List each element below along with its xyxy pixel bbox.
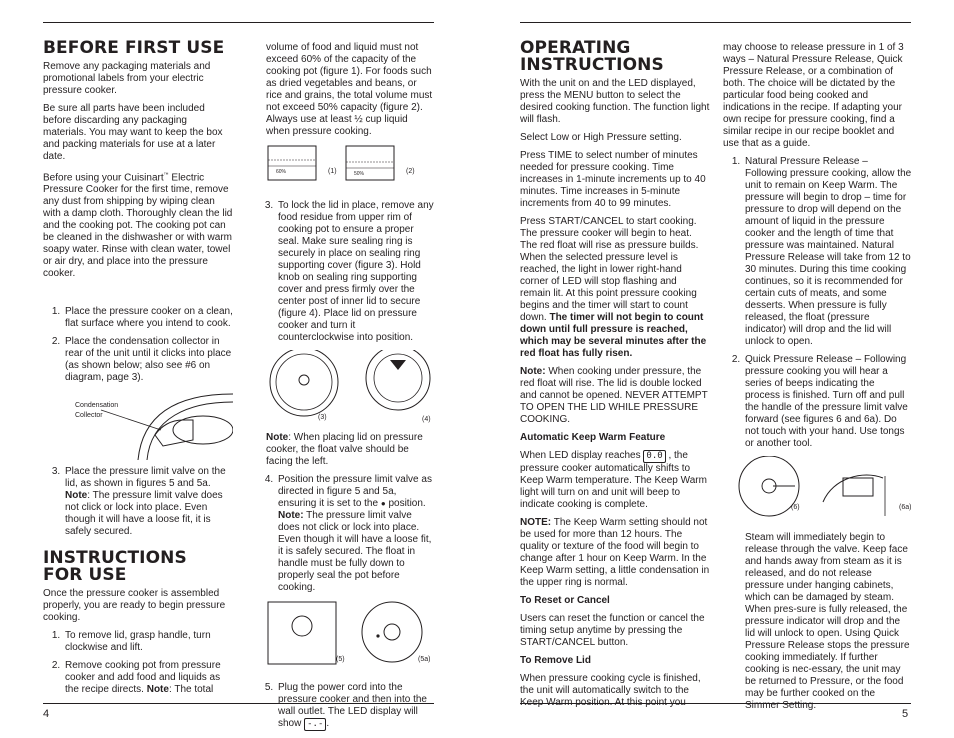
power-steps [256, 682, 434, 731]
step5-end: . [326, 718, 330, 729]
release-valve-drawing [733, 456, 912, 522]
page-number-left: 4 [43, 708, 50, 720]
right-page-column-1 [520, 40, 710, 715]
steam-text: Steam will immediately begin to release through the valve. Keep face and hands away from steam as it is released, and do not release pressure under hanging cabinets, which can be damaged by steam. When pres-sure is fully released, the pressure indicator will drop and the lid will unlock to open. Using Quick Pressure Release stops the pressure cooking immediately. If further cooking is nec-essary, the unit may be returned to Pressure, or the food may be further cooked on the Simmer Setting. [745, 532, 910, 711]
left-page-column-2 [256, 42, 434, 737]
figures-3-4 [266, 350, 434, 424]
pressure-valve-drawing [266, 600, 434, 668]
p3-text-b: Electric Pressure Cooker for the first time, remove any dust from shipping by wiping clean with a damp cloth. Thoroughly clean the lid and the cooking pot. The cooking pot can be cleaned in the dishwasher or with warm soapy water. Rinse with clean water, towel or air dry, and place into the pressure cooker. [43, 172, 233, 280]
op-heading-line2: INSTRUCTIONS [520, 55, 664, 75]
figures-5-5a [266, 600, 434, 668]
setup-steps [43, 306, 233, 384]
condensation-collector-drawing [43, 390, 233, 462]
keep-warm-text-b: , the pressure cooker automatically shifts to Keep Warm temperature. The Keep Warm light will turn on and unit will beep to indicate cooking is complete. [520, 450, 707, 510]
step4-bullet: ● [380, 499, 386, 508]
step4-note-text: The pressure limit valve does not click or lock into place. Even though it will have a loose fit, it is safely secured. The float in handle must be fully down to properly seal the pot before cooking. [278, 510, 432, 593]
ifu-step-2 [63, 660, 233, 696]
figures-1-2 [256, 144, 434, 186]
step3-text: Place the pressure limit valve on the lid, as shown in figures 5 and 5a. [65, 466, 226, 490]
ifu-step2-text: Remove cooking pot from pressure cooker and add food and liquids as the recipe directs. [65, 660, 221, 696]
fig6-label: (6) [791, 504, 800, 511]
keep-warm-note-text: The Keep Warm setting should not be used for more than 12 hours. The quality or texture of the food will begin to change after 1 hour on Keep Warm. In the Keep Warm setting, a little condensation in the upper ring is normal. [520, 517, 710, 588]
op-start-bold: The timer will not begin to count down until full pressure is reached, which may be several minutes after the red float has fully risen. [520, 312, 707, 359]
fig3-label: (3) [318, 414, 327, 421]
reset-heading: To Reset or Cancel [520, 595, 610, 606]
fig1-label: (1) [328, 168, 337, 175]
lid-note [256, 432, 434, 468]
right-page-column-2 [723, 42, 912, 718]
top-rule-left [43, 22, 434, 23]
step5-text: Plug the power cord into the pressure cooker and then into the wall outlet. The LED display will show [278, 682, 427, 729]
op-note-label: Note: [520, 366, 546, 377]
before-first-use-p2: Be sure all parts have been included before discarding any packaging materials. You may want to keep the box and packing materials for use at a later date. [43, 103, 223, 162]
power-step-5 [276, 682, 434, 731]
fill-level-drawing [256, 144, 434, 186]
instructions-for-use-heading [43, 550, 233, 584]
ifu-steps [43, 630, 233, 696]
op-note [520, 366, 710, 426]
led-display-dashes: -.- [304, 718, 326, 731]
p3-text-a: Before using your Cuisinart [43, 172, 164, 184]
valve-step-4 [276, 474, 434, 594]
before-first-use-p1: Remove any packaging materials and promotional labels from your electric pressure cooker. [43, 61, 211, 96]
condensation-label-line1: Condensation [75, 402, 119, 410]
reset-text: Users can reset the function or cancel the timing setup anytime by pressing the START/CANCEL button. [520, 613, 705, 648]
fig1-mark: 60% [276, 169, 287, 175]
fig5a-label: (5a) [418, 656, 431, 663]
remove-lid-text: When pressure cooking cycle is finished, the unit will automatically switch to the Keep Warm position. At this point you [520, 673, 701, 708]
ifu-step2-note-label: Note [146, 684, 169, 696]
op-start-text: Press START/CANCEL to start cooking. The pressure cooker will begin to heat. The red float will rise as pressure builds. When the selected pressure level is reached, the light in lower right-hand corner of LED will stop flashing and remain lit. At this point pressure cooking begins and the timer will start to count down. [520, 216, 699, 323]
condensation-label-line2: Collector [75, 412, 103, 420]
lid-step-3: 3. To lock the lid in place, remove any food residue from upper rim of cooking pot to ensure a proper seal. Make sure sealing ring is securely in place on sealing ring supporting cover (figure 3). Hold knob on sealing ring supporting cover and press firmly over the center post of inner lid to secure (figure 4). Place lid on pressure cooker and turn it counterclockwise into position. [276, 200, 434, 344]
fig2-label: (2) [406, 168, 415, 175]
natural-release-item: 1. Natural Pressure Release – Following pressure cooking, allow the unit to remain on Keep Warm. The pressure will begin to drop – time for pressure to drop will depend on the amount of liquid in the pressure cooker and the length of time that pressure was maintained. Natural Pressure Release will take from 12 to 30 minutes. During this time cooking continues, so it is recommended for certain cuts of meats, and some desserts. When pressure is fully released, the float (pressure indicator) will drop and the lid will unlock to open. [743, 156, 912, 348]
lid-note-text: : When placing lid on pressure cooker, the float valve should be facing the left. [266, 432, 423, 467]
trademark-mark: ™ [163, 172, 169, 178]
ifu-heading-line1: INSTRUCTIONS [43, 548, 187, 569]
ifu-heading-line2: FOR USE [43, 565, 127, 586]
fig6a-label: (6a) [899, 504, 912, 511]
op-note-text: When cooking under pressure, the red float will rise. The lid is double locked and cannot be opened. NEVER ATTEMPT TO OPEN THE LID WHILE PRESSURE COOKING. [520, 366, 708, 425]
page-number-right: 5 [902, 708, 909, 720]
op-p1: With the unit on and the LED displayed, press the MENU button to select the desired cooking function. The function light will flash. [520, 78, 710, 125]
op-p2: Select Low or High Pressure setting. [520, 132, 682, 143]
keep-warm-heading: Automatic Keep Warm Feature [520, 432, 666, 443]
step3-note-text: : The pressure limit valve does not click or lock into place. Even though it will have a loose fit, it is safely secured. [65, 490, 223, 538]
release-intro: may choose to release pressure in 1 of 3 ways – Natural Pressure Release, Quick Pressure Release, or a combination of both. The choice will be dictated by the particular food being cooked and indications in the recipe. If adapting your own recipe for pressure cooking, find a similar recipe in our recipe booklet and use that as a guide. [723, 42, 904, 149]
setup-step-2: 2. Place the condensation collector in rear of the unit until it clicks into place (as shown below; also see #6 on diagram, page 3). [63, 336, 233, 384]
lid-note-label: Note [266, 432, 289, 443]
step4-text-b: position. [385, 498, 426, 509]
step4-text-a: Position the pressure limit valve as directed in figure 5 and 5a, ensuring it is set to the [278, 474, 432, 509]
ifu-step2-note-text: : The total [168, 684, 214, 696]
op-p3: Press TIME to select number of minutes needed for pressure cooking. Time increases in 1-minute increments up to 40 minutes. Time increases in 5-minute increments from 40 to 99 minutes. [520, 150, 706, 209]
keep-warm-note [520, 517, 710, 589]
ifu-intro: Once the pressure cooker is assembled properly, you are ready to begin pressure cooking. [43, 588, 226, 624]
led-display-zero: 0.0 [643, 450, 665, 463]
step4-note-label: Note: [278, 510, 304, 521]
before-first-use-p3 [43, 169, 233, 280]
fig5-label: (5) [336, 656, 345, 663]
release-methods [723, 156, 912, 450]
step3-note-label: Note [65, 490, 88, 502]
keep-warm-text-a: When LED display reaches [520, 450, 644, 461]
ifu-step-1: 1. To remove lid, grasp handle, turn clockwise and lift. [63, 630, 233, 654]
figures-6-6a [733, 456, 912, 522]
fig2-mark: 50% [354, 171, 365, 177]
keep-warm-note-label: NOTE: [520, 517, 552, 528]
operating-instructions-heading [520, 40, 710, 74]
volume-continuation: volume of food and liquid must not exceed 60% of the capacity of the cooking pot (figure 1). For foods such as dried vegetables and beans, or rice and grains, the total volume must not exceed 50% capacity (figure 2). Always use at least ½ cup liquid when pressure cooking. [266, 42, 433, 137]
valve-steps [256, 474, 434, 594]
before-first-use-heading: BEFORE FIRST USE [43, 38, 225, 58]
setup-step-3 [63, 466, 233, 538]
op-heading-line1: OPERATING [520, 38, 631, 58]
lid-steps [256, 200, 434, 344]
setup-step-1: 1. Place the pressure cooker on a clean, flat surface where you intend to cook. [63, 306, 233, 330]
top-rule-right [520, 22, 911, 23]
sealing-ring-drawing [266, 350, 434, 424]
op-start-paragraph [520, 216, 710, 360]
condensation-collector-figure [43, 390, 233, 462]
setup-steps-cont [43, 466, 233, 538]
remove-lid-heading: To Remove Lid [520, 655, 591, 666]
fig4-label: (4) [422, 416, 431, 423]
quick-release-item: 2. Quick Pressure Release – Following pressure cooking you will hear a series of beeps indicating the process is finished. Turn off and pull the handle of the pressure limit valve forward (see figures 6 and 6a). Do not touch with your hand. Use tongs or another tool. [743, 354, 912, 450]
keep-warm-paragraph [520, 450, 710, 511]
left-page-column-1 [43, 40, 233, 702]
